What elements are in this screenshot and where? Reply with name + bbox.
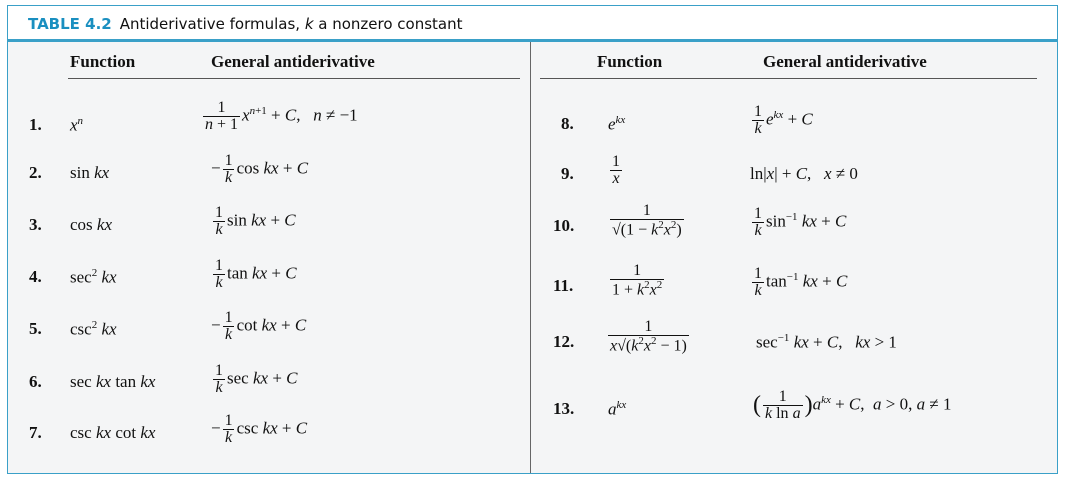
caption-part: k bbox=[304, 15, 314, 33]
row-antiderivative: $\frac{1}{n + 1}$ $x^{n+1} + C$, n ≠ −1 bbox=[205, 99, 358, 133]
row-function: $\frac{1}{x}$ bbox=[612, 153, 620, 187]
row-number: 3. bbox=[29, 215, 42, 234]
row-number: 2. bbox=[29, 163, 42, 182]
header-left-function: Function bbox=[70, 52, 136, 71]
row-number: 8. bbox=[561, 114, 574, 133]
header-right-function: Function bbox=[597, 52, 663, 71]
table-title-bar bbox=[8, 6, 1057, 42]
row-antiderivative: − $\frac{1}{k}$ csc kx + C bbox=[211, 412, 308, 446]
row-function: cos kx bbox=[70, 215, 113, 234]
row-antiderivative: − $\frac{1}{k}$ cos kx + C bbox=[211, 152, 309, 186]
column-divider bbox=[530, 42, 531, 474]
row-function: $\frac{1}{1 + k^2x^2}$ bbox=[612, 262, 663, 299]
row-function: $\frac{1}{√(1 - k^2x^2)}$ bbox=[612, 202, 682, 239]
row-function: sec kx tan kx bbox=[70, 372, 156, 391]
row-antiderivative: $\frac{1}{k}$ $e^{kx} + C$ bbox=[754, 103, 813, 137]
row-antiderivative: ln|x| + C, x ≠ 0 bbox=[750, 164, 858, 183]
table-title bbox=[28, 15, 463, 33]
row-antiderivative: $\frac{1}{k}$ sec kx + C bbox=[215, 362, 298, 396]
row-function: sin kx bbox=[70, 163, 110, 182]
row-function: $e^{kx}$ bbox=[608, 114, 626, 134]
row-number: 7. bbox=[29, 423, 42, 442]
row-number: 12. bbox=[553, 332, 575, 351]
row-number: 5. bbox=[29, 319, 42, 338]
row-antiderivative: − $\frac{1}{k}$ cot kx + C bbox=[211, 309, 307, 343]
row-function: $\sec^2$ kx bbox=[70, 267, 117, 287]
row-number: 10. bbox=[553, 216, 575, 235]
row-number: 6. bbox=[29, 372, 42, 391]
row-function: $a^{kx}$ bbox=[608, 399, 627, 419]
header-rule-right bbox=[540, 78, 1037, 79]
row-number: 1. bbox=[29, 115, 42, 134]
row-number: 11. bbox=[553, 276, 574, 295]
header-rule-left bbox=[68, 78, 520, 79]
row-antiderivative: ( $\frac{1}{\text{k ln a}}$ )$a^{kx} + C$, a > 0, a ≠ 1 bbox=[753, 388, 952, 422]
caption-part: Antiderivative formulas, bbox=[119, 15, 305, 33]
header-left-antiderivative: General antiderivative bbox=[211, 52, 375, 71]
row-number: 4. bbox=[29, 267, 42, 286]
row-antiderivative: $\frac{1}{k}$ sin kx + C bbox=[215, 204, 296, 238]
row-antiderivative: $\frac{1}{k}$ $\tan^{-1}$ kx + C bbox=[754, 265, 848, 299]
row-function: csc kx cot kx bbox=[70, 423, 156, 442]
header-right-antiderivative: General antiderivative bbox=[763, 52, 927, 71]
row-antiderivative: $\frac{1}{k}$ $\sin^{-1}$ kx + C bbox=[754, 205, 847, 239]
row-antiderivative: $\sec^{-1}$ kx + C, kx > 1 bbox=[756, 332, 897, 352]
antiderivative-table bbox=[7, 5, 1058, 474]
row-antiderivative: $\frac{1}{k}$ tan kx + C bbox=[215, 257, 297, 291]
row-number: 13. bbox=[553, 399, 575, 418]
row-function: $\csc^2$ kx bbox=[70, 319, 117, 339]
row-function: $x^n$ bbox=[70, 115, 84, 135]
table-label: TABLE 4.2 bbox=[28, 15, 112, 33]
row-number: 9. bbox=[561, 164, 574, 183]
row-function: $\frac{1}{x√(k^2x^2 - 1)}$ bbox=[610, 318, 687, 355]
caption-part: a nonzero constant bbox=[313, 15, 463, 33]
